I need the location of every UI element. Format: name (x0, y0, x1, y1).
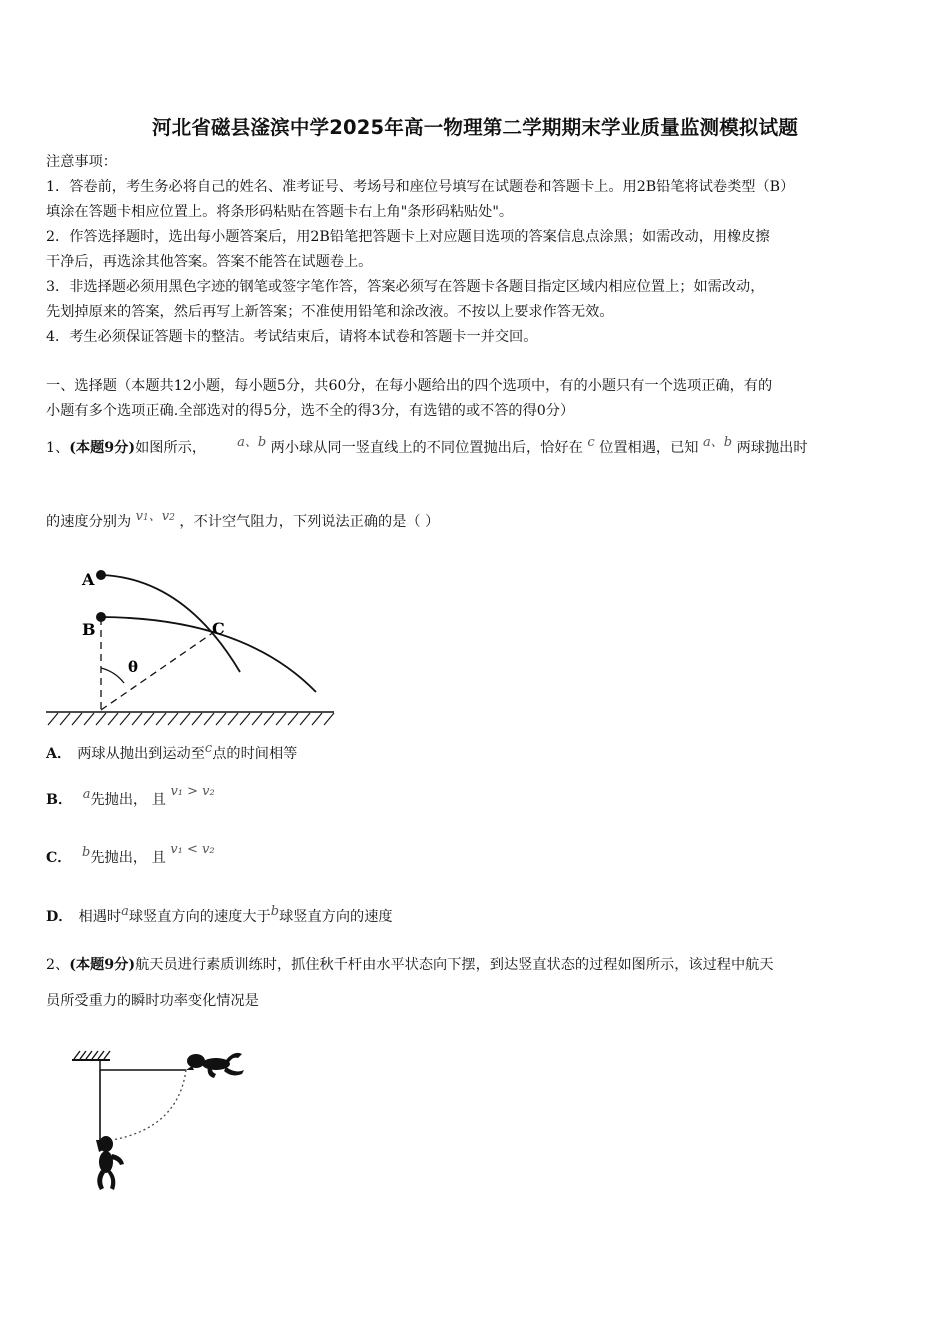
q2-stem-line2: 员所受重力的瞬时功率变化情况是 (46, 993, 259, 1009)
label-b: B (82, 620, 96, 639)
q1-projectile-figure (44, 560, 339, 730)
q1-symbol-ab: a、b (237, 435, 267, 450)
notice-item: 3．非选择题必须用黑色字迹的钢笔或签字笔作答，答案必须写在答题卡各题目指定区域内相应位置上；如需改动， (46, 279, 765, 295)
notice-item: 1．答卷前，考生务必将自己的姓名、准考证号、考场号和座位号填写在试题卷和答题卡上。用2B铅笔将试卷类型（B） (46, 179, 795, 195)
option-symbol: c (204, 741, 213, 756)
notice-item: 干净后，再选涂其他答案。答案不能答在试题卷上。 (46, 254, 373, 270)
section-heading-line1: 一、选择题（本题共12小题，每小题5分，共60分，在每小题给出的四个选项中，有的小题只有一个选项正确，有的 (46, 378, 773, 394)
notice-item: 填涂在答题卡相应位置上。将条形码粘贴在答题卡右上角"条形码粘贴处"。 (46, 204, 514, 220)
option-text: 点的时间相等 (212, 746, 298, 762)
option-label: D． (46, 909, 73, 925)
option-text: 球竖直方向的速度大于 (128, 909, 271, 925)
q1-option-c[interactable] (46, 842, 908, 869)
option-text: 两球从抛出到运动至 (77, 746, 205, 762)
label-a: A (82, 570, 95, 589)
option-label: A． (46, 746, 72, 762)
notice-item: 先划掉原来的答案，然后再写上新答案；不准使用铅笔和涂改液。不按以上要求作答无效。 (46, 304, 614, 320)
option-text: 相遇时 (78, 909, 122, 925)
swing-path (112, 1070, 186, 1140)
q2-score: (本题9分) (69, 957, 136, 973)
option-symbol: a (82, 787, 91, 802)
option-text: 先抛出， 且 (90, 792, 166, 808)
angle-arc (101, 668, 124, 683)
option-label: C． (46, 850, 72, 866)
q1-text: 的速度分别为 (46, 514, 132, 530)
astronaut-vertical (96, 1136, 124, 1190)
option-relation: v₁ > v₂ (170, 784, 215, 799)
q1-symbol-ab: a、b (702, 435, 733, 450)
label-theta: θ (128, 658, 139, 676)
q1-text: 两球抛出时 (736, 440, 808, 456)
ground-hatching (48, 713, 334, 725)
option-text: 球竖直方向的速度 (279, 909, 393, 925)
option-relation: v₁ < v₂ (170, 842, 215, 857)
q1-sep: 、 (148, 509, 162, 524)
option-label: B． (46, 792, 73, 808)
q2-text: 航天员进行素质训练时，抓住秋千杆由水平状态向下摆，到达竖直状态的过程如图所示，该过程中航天 (135, 957, 774, 973)
q1-stem-line1 (46, 435, 908, 459)
notice-heading: 注意事项： (46, 154, 117, 170)
option-symbol: b (270, 904, 280, 919)
astronaut-horizontal (186, 1053, 244, 1078)
q1-score: (本题9分) (69, 440, 136, 456)
notice-item: 2．作答选择题时，选出每小题答案后，用2B铅笔把答题卡上对应题目选项的答案信息点涂黑；如需改动，用橡皮擦 (46, 229, 770, 245)
q1-symbol-c: c (587, 435, 595, 450)
option-text: 先抛出， 且 (90, 850, 166, 866)
ball-b (96, 612, 106, 622)
ball-a (96, 570, 106, 580)
q1-option-b[interactable] (46, 784, 908, 811)
q1-option-a[interactable] (46, 741, 908, 765)
q1-v1: v1 (135, 509, 149, 524)
q1-text: 两小球从同一竖直线上的不同位置抛出后，恰好在 (270, 440, 583, 456)
q1-text: 位置相遇，已知 (599, 440, 699, 456)
page-title: 河北省磁县滏滨中学2025年高一物理第二学期期末学业质量监测模拟试题 (151, 116, 799, 139)
q1-text: 如图所示， (135, 440, 207, 456)
q2-stem-line1 (46, 955, 908, 975)
option-symbol: a (121, 904, 129, 919)
q1-option-d[interactable] (46, 904, 908, 928)
notice-item: 4．考生必须保证答题卡的整洁。考试结束后，请将本试卷和答题卡一并交回。 (46, 329, 538, 345)
label-c: C (212, 619, 225, 638)
diagonal-dashed-line (101, 632, 214, 710)
ceiling-hatching (74, 1051, 110, 1059)
q1-stem-line2 (46, 509, 908, 534)
q2-number: 2、 (46, 957, 70, 973)
section-heading-line2: 小题有多个选项正确.全部选对的得5分，选不全的得3分，有选错的或不答的得0分） (46, 403, 575, 419)
option-symbol: b (82, 845, 91, 860)
q2-swing-figure (68, 1040, 248, 1200)
q1-v2: v2 (161, 509, 175, 524)
q1-text: ，不计空气阻力，下列说法正确的是（ ） (179, 514, 440, 530)
q1-number: 1、 (46, 440, 70, 456)
